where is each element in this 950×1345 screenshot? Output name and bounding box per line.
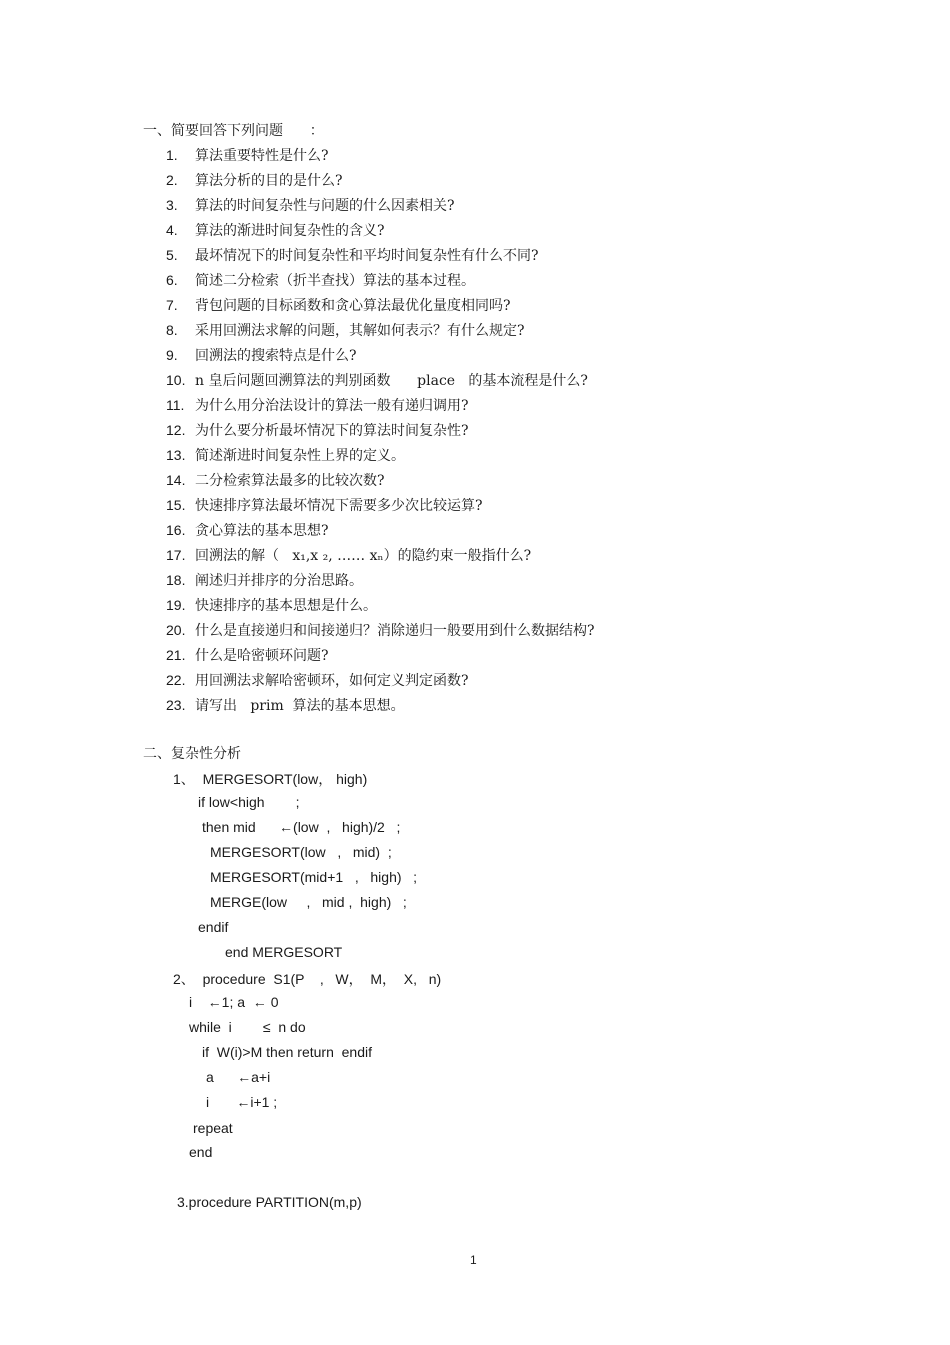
question-number: 17. <box>166 547 186 563</box>
page-number: 1 <box>470 1253 477 1267</box>
question-item <box>166 195 455 217</box>
question-text: 回溯法的搜索特点是什么? <box>195 348 357 364</box>
code-line: if low<high ; <box>198 794 300 810</box>
question-number: 16. <box>166 522 186 538</box>
question-number: 15. <box>166 497 186 513</box>
question-item <box>166 295 511 317</box>
question-number: 19. <box>166 597 186 613</box>
question-text: 请写出 prim 算法的基本思想。 <box>195 698 405 714</box>
question-text: 算法的渐进时间复杂性的含义? <box>195 223 385 239</box>
question-item <box>166 370 588 392</box>
question-item <box>166 495 483 517</box>
question-item <box>166 695 405 717</box>
question-item <box>166 595 377 617</box>
code-line: end MERGESORT <box>225 944 343 960</box>
question-item <box>166 170 343 192</box>
question-text: 算法重要特性是什么? <box>195 148 329 164</box>
code-line: a ←a+i <box>206 1069 271 1085</box>
question-item <box>166 245 539 267</box>
code-line: 1、 MERGESORT(low， high) <box>173 771 368 787</box>
question-number: 14. <box>166 472 186 488</box>
code-line: end <box>189 1144 213 1160</box>
question-text: 算法分析的目的是什么? <box>195 173 343 189</box>
code-line: while i ≤ n do <box>189 1019 306 1035</box>
question-item <box>166 145 329 167</box>
question-text: 为什么要分析最坏情况下的算法时间复杂性? <box>195 423 469 439</box>
question-item <box>166 520 329 542</box>
code-line: MERGE(low , mid , high) ; <box>210 894 407 910</box>
question-number: 8. <box>166 322 178 338</box>
question-text: 快速排序算法最坏情况下需要多少次比较运算? <box>195 498 483 514</box>
question-text: 简述渐进时间复杂性上界的定义。 <box>195 448 405 464</box>
question-number: 11. <box>166 397 185 413</box>
question-text: 背包问题的目标函数和贪心算法最优化量度相同吗? <box>195 298 511 314</box>
question-text: 快速排序的基本思想是什么。 <box>195 598 377 614</box>
question-item <box>166 345 357 367</box>
question-number: 18. <box>166 572 186 588</box>
question-text: 用回溯法求解哈密顿环，如何定义判定函数? <box>195 673 469 689</box>
section-1-title: 一、简要回答下列问题 ： <box>143 123 324 139</box>
code-line: MERGESORT(mid+1 , high) ; <box>210 869 418 885</box>
question-number: 22. <box>166 672 186 688</box>
question-number: 12. <box>166 422 186 438</box>
code-line: then mid ←(low , high)/2 ; <box>202 819 401 835</box>
question-text: 简述二分检索（折半查找）算法的基本过程。 <box>195 273 475 289</box>
question-item <box>166 620 595 642</box>
question-number: 1. <box>166 147 178 163</box>
question-item <box>166 570 363 592</box>
question-item <box>166 320 525 342</box>
question-text: 回溯法的解（ x₁,x ₂, …… xₙ）的隐约束一般指什么? <box>195 548 532 564</box>
question-text: 什么是哈密顿环问题? <box>195 648 329 664</box>
code-line: i ←1; a ← 0 <box>189 994 279 1010</box>
question-number: 9. <box>166 347 178 363</box>
question-text: 算法的时间复杂性与问题的什么因素相关? <box>195 198 455 214</box>
question-item <box>166 220 385 242</box>
question-number: 23. <box>166 697 186 713</box>
question-item <box>166 545 531 567</box>
code-line: repeat <box>193 1120 233 1136</box>
question-number: 3. <box>166 197 178 213</box>
question-number: 10. <box>166 372 186 388</box>
question-item <box>166 645 329 667</box>
section-2-title: 二、复杂性分析 <box>143 746 241 762</box>
code-line: 3.procedure PARTITION(m,p) <box>177 1194 362 1210</box>
question-item <box>166 445 405 467</box>
question-number: 21. <box>166 647 186 663</box>
question-text: 最坏情况下的时间复杂性和平均时间复杂性有什么不同? <box>195 248 539 264</box>
code-line: i ←i+1 ; <box>206 1094 278 1110</box>
question-item <box>166 670 469 692</box>
question-item <box>166 470 385 492</box>
question-number: 2. <box>166 172 178 188</box>
question-text: 什么是直接递归和间接递归？消除递归一般要用到什么数据结构? <box>195 623 595 639</box>
question-text: 为什么用分治法设计的算法一般有递归调用? <box>195 398 469 414</box>
question-number: 4. <box>166 222 178 238</box>
question-text: 二分检索算法最多的比较次数? <box>195 473 385 489</box>
question-item <box>166 420 469 442</box>
question-number: 20. <box>166 622 186 638</box>
code-line: 2、 procedure S1(P , W， M， X, n) <box>173 971 442 987</box>
question-item <box>166 270 475 292</box>
question-number: 5. <box>166 247 178 263</box>
code-line: endif <box>198 919 229 935</box>
question-text: 阐述归并排序的分治思路。 <box>195 573 363 589</box>
question-text: n 皇后问题回溯算法的判别函数 place 的基本流程是什么? <box>195 373 588 389</box>
question-number: 13. <box>166 447 186 463</box>
code-line: if W(i)>M then return endif <box>202 1044 373 1060</box>
question-number: 7. <box>166 297 178 313</box>
code-line: MERGESORT(low , mid) ; <box>210 844 392 860</box>
question-text: 采用回溯法求解的问题，其解如何表示？有什么规定? <box>195 323 525 339</box>
question-text: 贪心算法的基本思想? <box>195 523 329 539</box>
question-number: 6. <box>166 272 178 288</box>
question-item <box>166 395 469 417</box>
